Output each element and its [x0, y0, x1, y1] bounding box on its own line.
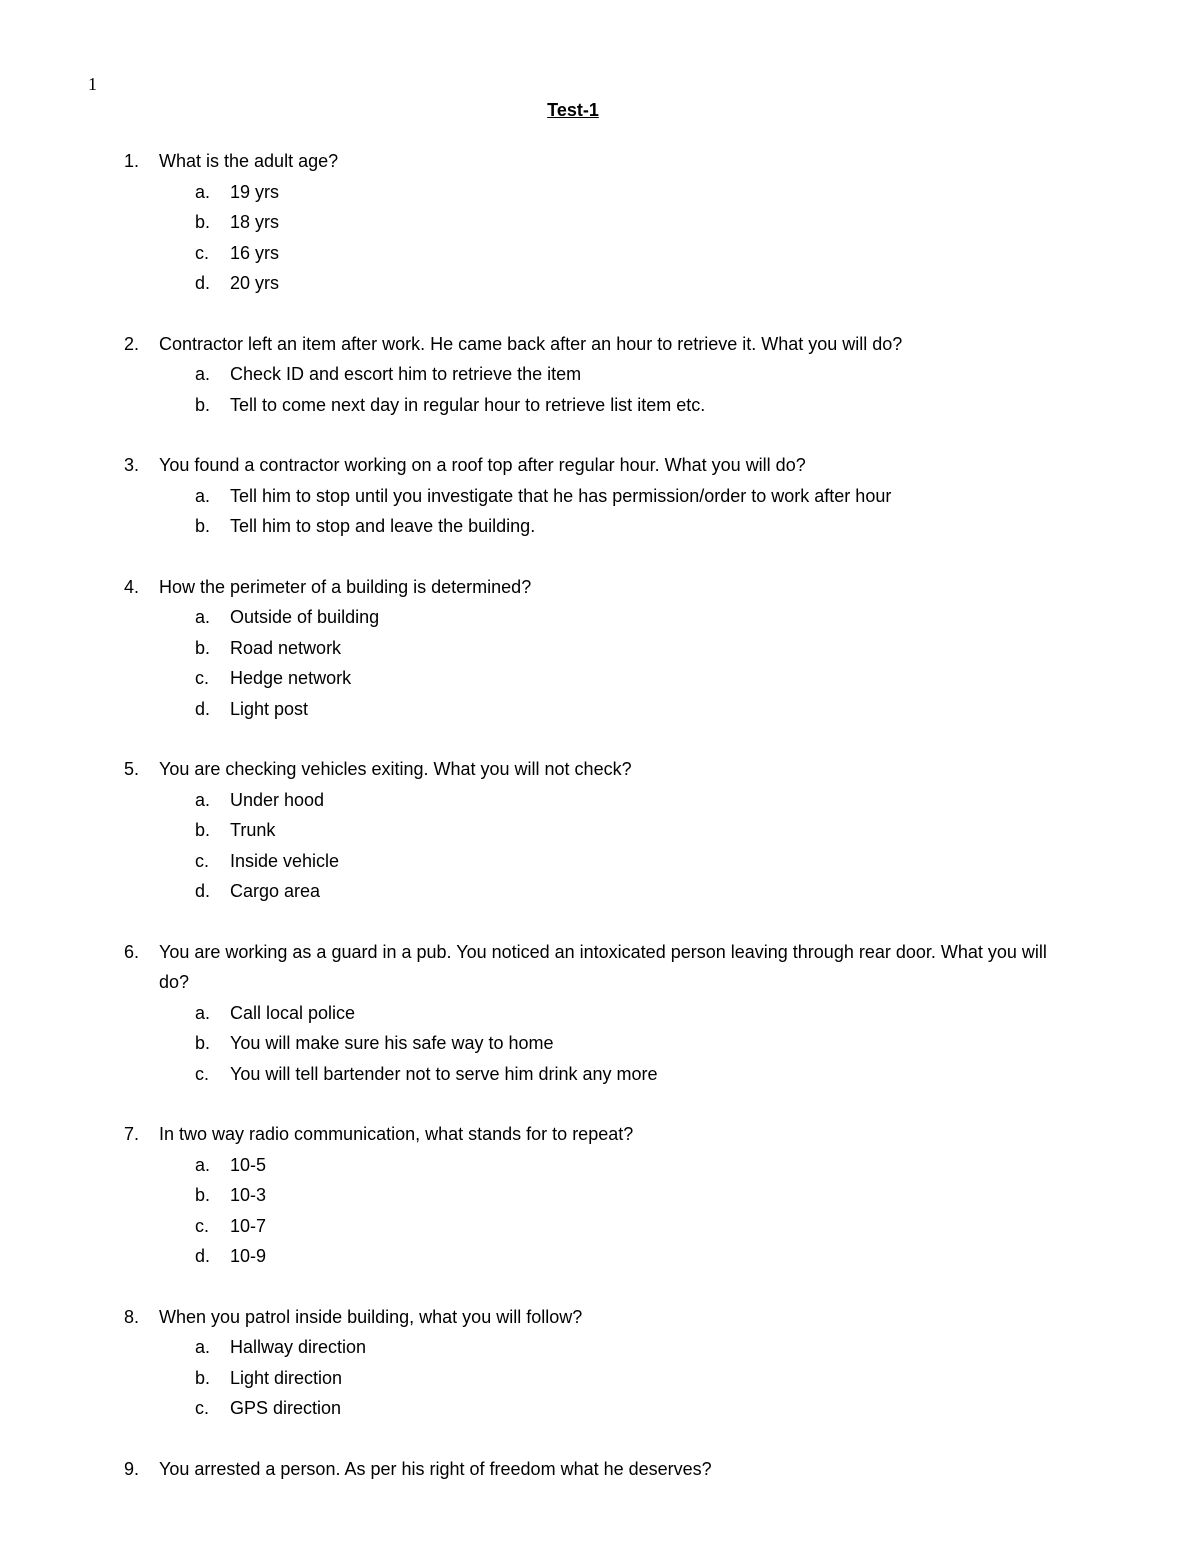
option-letter: c. — [195, 242, 210, 263]
option-letter: c. — [195, 850, 210, 871]
option-letter: d. — [195, 881, 211, 901]
answer-option — [0, 602, 1200, 633]
option-letter: c. — [195, 668, 210, 688]
option-text: 18 yrs — [230, 212, 280, 232]
question-item — [0, 937, 1200, 1090]
question-text: You found a contractor working on a roof top after regular hour. What you will do? — [159, 455, 806, 475]
option-letter: b. — [195, 212, 211, 232]
question-number: 5. — [124, 759, 140, 779]
option-text: Call local police — [230, 1002, 356, 1023]
answer-option — [0, 1241, 1200, 1272]
option-text: 10-7 — [230, 1215, 267, 1236]
option-letter: d. — [195, 1246, 211, 1266]
question-text: You are checking vehicles exiting. What you will not check? — [159, 759, 632, 779]
answer-option — [0, 481, 1200, 512]
answer-option — [0, 1028, 1200, 1059]
option-text: Hedge network — [230, 668, 352, 688]
option-text: 10-5 — [230, 1154, 267, 1175]
option-text: Cargo area — [230, 881, 321, 901]
question-text: What is the adult age? — [159, 151, 339, 171]
question-number: 1. — [124, 151, 140, 171]
option-letter: b. — [195, 1367, 211, 1388]
option-letter: a. — [195, 181, 211, 202]
option-letter: a. — [195, 485, 211, 506]
question-text: You are working as a guard in a pub. You noticed an intoxicated person leaving through rear door. What you will do? — [159, 941, 1047, 992]
answer-option — [0, 1059, 1200, 1090]
option-letter: b. — [195, 1033, 211, 1053]
option-text: 20 yrs — [230, 273, 280, 293]
option-text: Hallway direction — [230, 1337, 367, 1357]
answer-option — [0, 177, 1200, 208]
question-text: In two way radio communication, what stands for to repeat? — [159, 1124, 634, 1144]
question-spacer — [0, 299, 1200, 329]
option-text: Under hood — [230, 789, 325, 810]
question-text: When you patrol inside building, what you will follow? — [159, 1306, 583, 1327]
answer-option — [0, 815, 1200, 846]
option-letter: c. — [195, 1398, 210, 1418]
question-spacer — [0, 724, 1200, 754]
answer-option — [0, 694, 1200, 725]
option-letter: c. — [195, 1063, 210, 1084]
answer-option — [0, 1393, 1200, 1424]
answer-option — [0, 268, 1200, 299]
question-spacer — [0, 1424, 1200, 1454]
option-text: GPS direction — [230, 1398, 342, 1418]
answer-option — [0, 1332, 1200, 1363]
option-letter: b. — [195, 516, 211, 536]
question-number: 6. — [124, 941, 140, 962]
answer-option — [0, 998, 1200, 1029]
answer-option — [0, 238, 1200, 269]
answer-option — [0, 633, 1200, 664]
answer-option — [0, 846, 1200, 877]
option-text: Inside vehicle — [230, 850, 340, 871]
option-text: Light post — [230, 698, 309, 719]
option-letter: c. — [195, 1215, 210, 1236]
question-spacer — [0, 542, 1200, 572]
answer-option — [0, 1150, 1200, 1181]
question-item — [0, 450, 1200, 542]
answer-option — [0, 390, 1200, 421]
question-number: 7. — [124, 1124, 140, 1144]
option-letter: d. — [195, 273, 211, 293]
option-text: Check ID and escort him to retrieve the item — [230, 364, 582, 384]
question-item — [0, 1119, 1200, 1272]
option-text: 10-3 — [230, 1185, 267, 1205]
question-list — [0, 146, 1200, 1484]
option-text: Outside of building — [230, 607, 380, 627]
option-text: 16 yrs — [230, 242, 280, 263]
question-item — [0, 329, 1200, 421]
option-letter: b. — [195, 1185, 211, 1205]
answer-option — [0, 785, 1200, 816]
answer-option — [0, 1211, 1200, 1242]
answer-option — [0, 1363, 1200, 1394]
question-number: 9. — [124, 1458, 140, 1479]
page-number: 1 — [88, 74, 97, 94]
question-spacer — [0, 1089, 1200, 1119]
question-spacer — [0, 1272, 1200, 1302]
question-number: 8. — [124, 1306, 140, 1327]
option-text: Tell him to stop until you investigate that he has permission/order to work after hour — [230, 485, 892, 506]
answer-option — [0, 511, 1200, 542]
question-item — [0, 1454, 1200, 1485]
question-item — [0, 572, 1200, 725]
question-item — [0, 1302, 1200, 1424]
question-item — [0, 754, 1200, 907]
question-number: 2. — [124, 333, 140, 354]
option-letter: a. — [195, 1337, 211, 1357]
option-letter: b. — [195, 394, 211, 415]
answer-option — [0, 1180, 1200, 1211]
question-text: How the perimeter of a building is determined? — [159, 576, 532, 597]
answer-option — [0, 663, 1200, 694]
option-text: 19 yrs — [230, 181, 280, 202]
option-text: Road network — [230, 637, 342, 658]
question-item — [0, 146, 1200, 299]
option-text: Trunk — [230, 820, 276, 840]
option-text: You will make sure his safe way to home — [230, 1033, 554, 1053]
option-text: 10-9 — [230, 1246, 267, 1266]
question-spacer — [0, 907, 1200, 937]
question-number: 4. — [124, 576, 140, 597]
answer-option — [0, 207, 1200, 238]
option-text: Tell to come next day in regular hour to retrieve list item etc. — [230, 394, 706, 415]
option-letter: a. — [195, 789, 211, 810]
option-letter: b. — [195, 820, 211, 840]
option-letter: a. — [195, 1002, 211, 1023]
answer-option — [0, 876, 1200, 907]
option-letter: a. — [195, 607, 211, 627]
option-letter: a. — [195, 364, 211, 384]
document-title: Test-1 — [547, 100, 599, 120]
question-number: 3. — [124, 455, 140, 475]
option-text: You will tell bartender not to serve him drink any more — [230, 1063, 658, 1084]
option-letter: d. — [195, 698, 211, 719]
question-spacer — [0, 420, 1200, 450]
option-letter: a. — [195, 1154, 211, 1175]
answer-option — [0, 359, 1200, 390]
option-text: Light direction — [230, 1367, 343, 1388]
option-text: Tell him to stop and leave the building. — [230, 516, 536, 536]
question-text: Contractor left an item after work. He came back after an hour to retrieve it. What you will do? — [159, 333, 903, 354]
option-letter: b. — [195, 637, 211, 658]
question-text: You arrested a person. As per his right of freedom what he deserves? — [159, 1458, 712, 1479]
